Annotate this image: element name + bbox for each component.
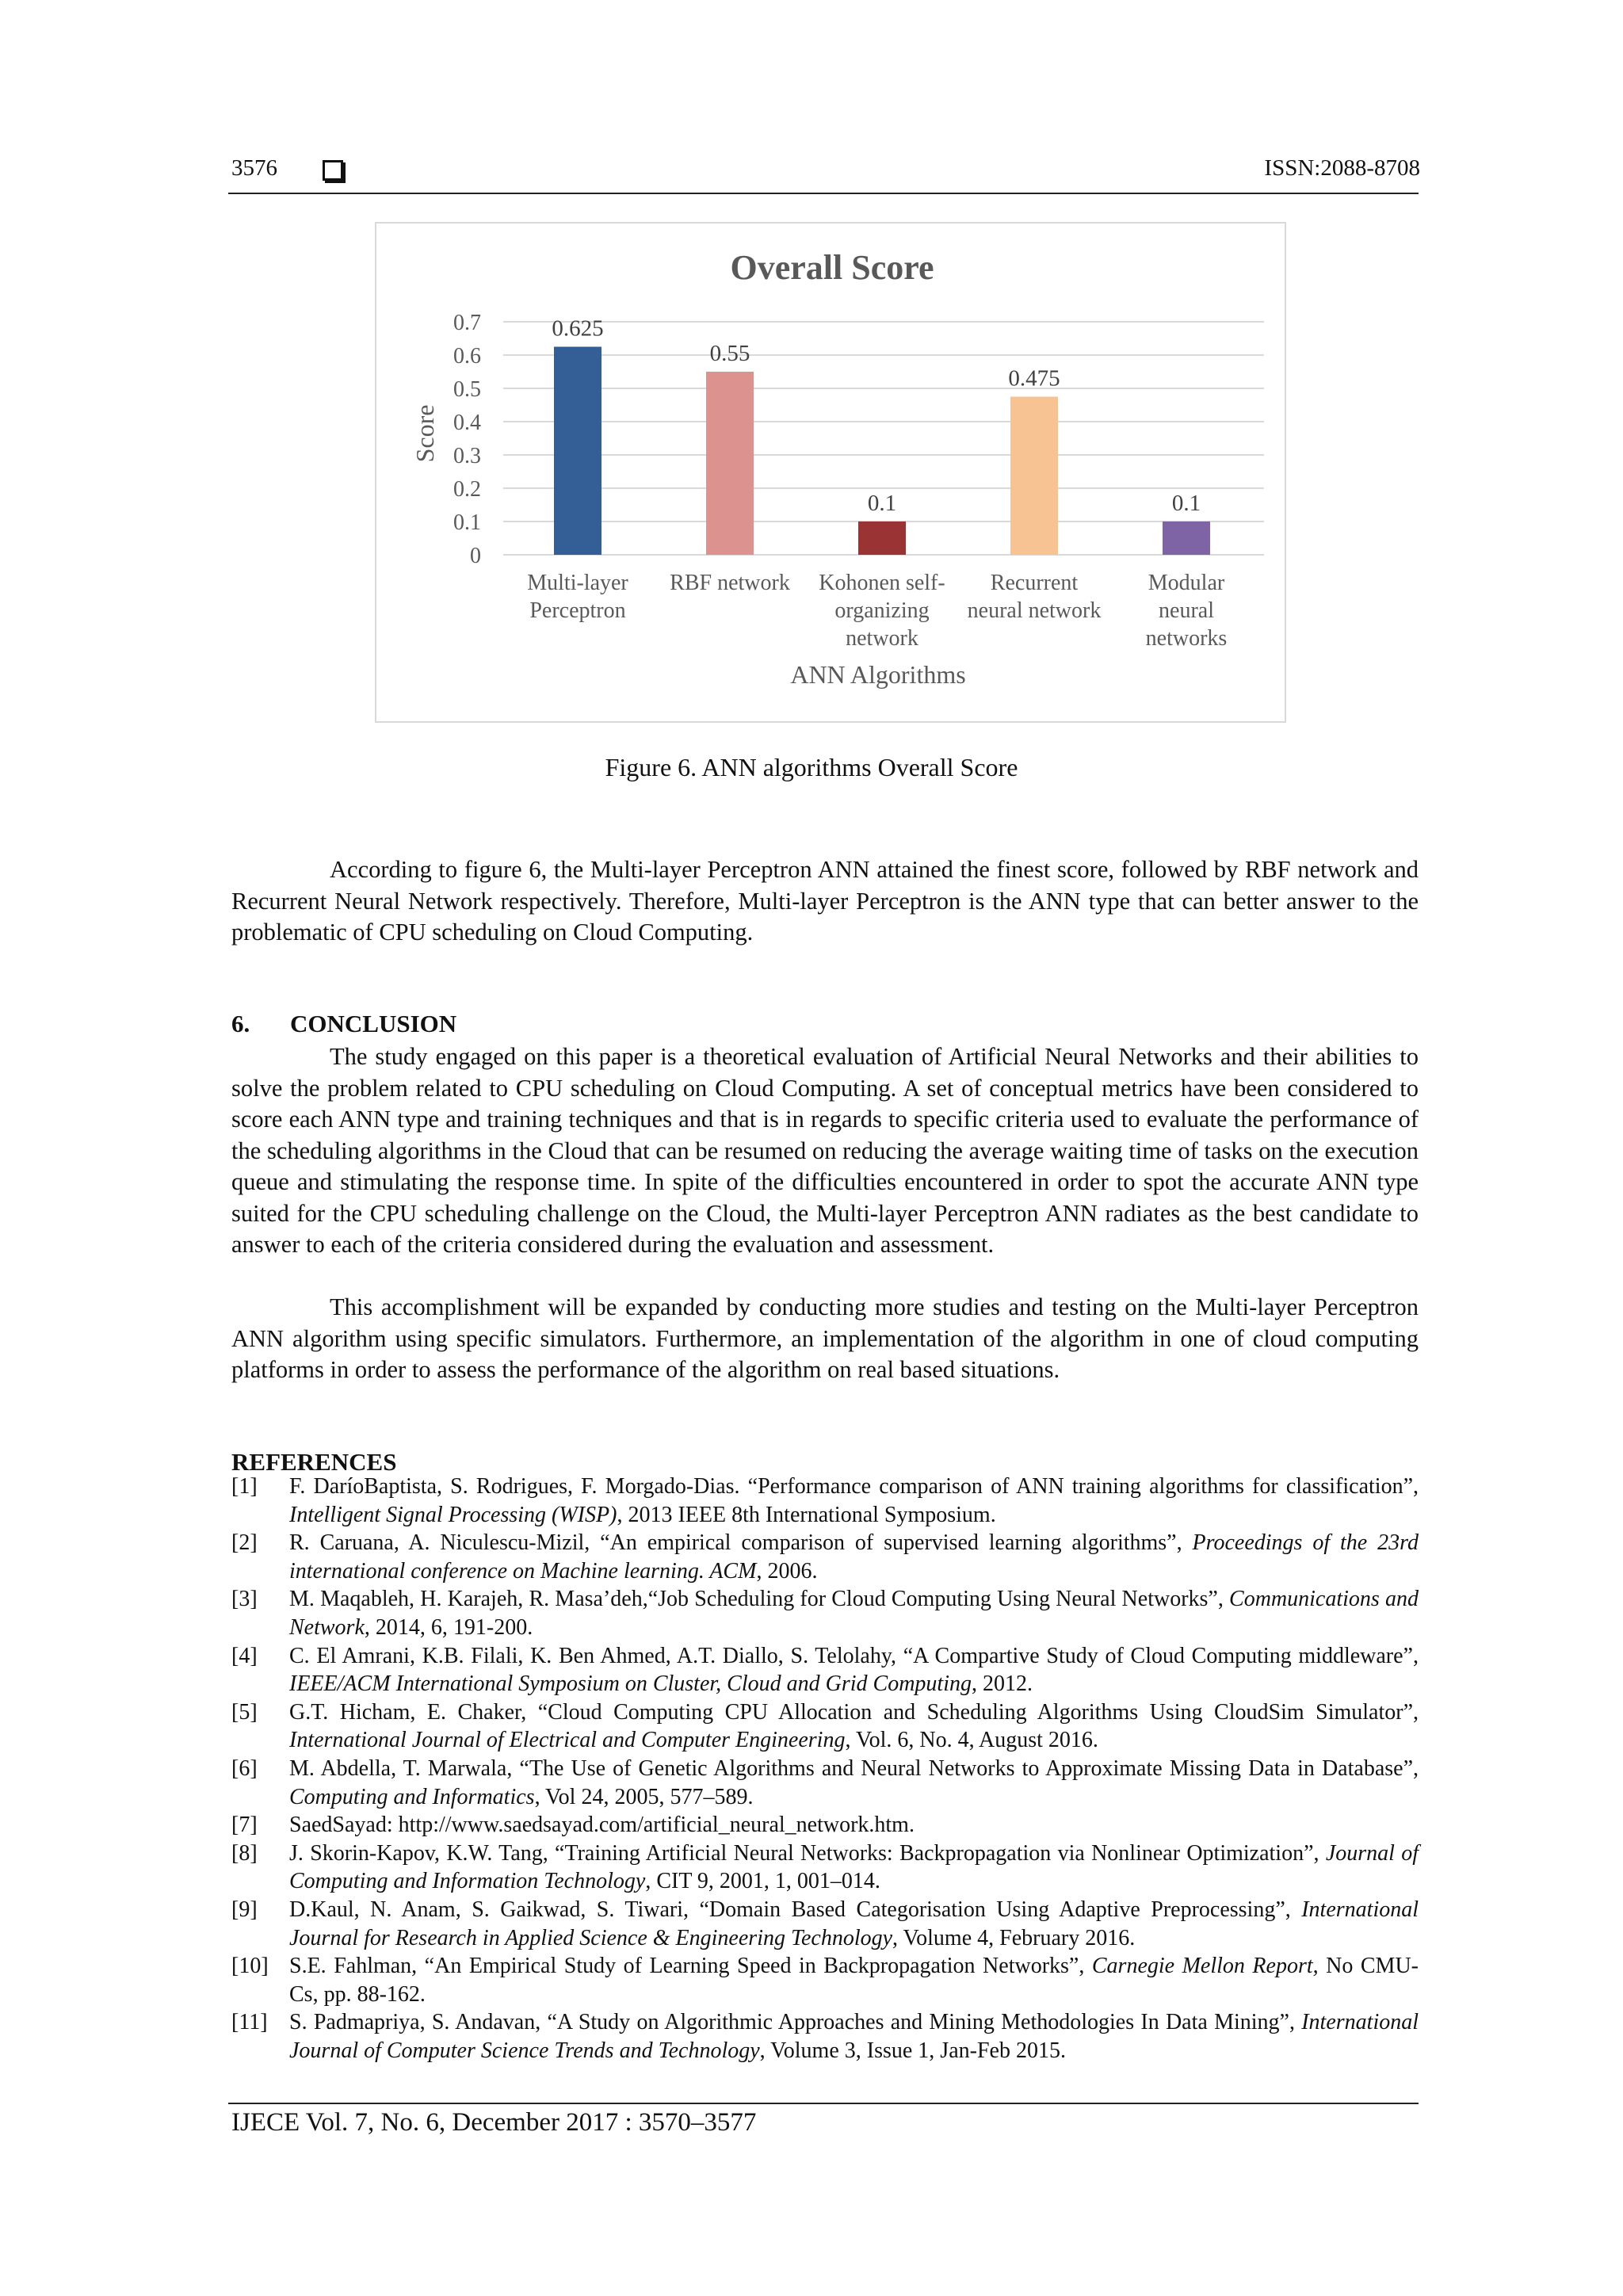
y-tick-label: 0.2	[453, 477, 481, 502]
reference-source: Carnegie Mellon Report,	[1091, 1954, 1319, 1979]
reference-item	[231, 2008, 1419, 2065]
reference-item	[231, 1896, 1419, 1952]
data-label: 0.625	[552, 315, 604, 342]
reference-source: International Journal of Electrical and Computer Engineering	[289, 1728, 846, 1753]
chart-canvas	[376, 223, 1288, 724]
reference-text: F. DaríoBaptista, S. Rodrigues, F. Morgado-Dias. “Performance comparison of ANN training algorithms for classification”,	[289, 1474, 1419, 1499]
data-label: 0.475	[1008, 365, 1060, 392]
data-label: 0.1	[1171, 491, 1201, 516]
reference-details: , Volume 4, February 2016.	[892, 1925, 1136, 1950]
bar	[706, 372, 754, 555]
y-tick-label: 0.1	[453, 510, 481, 535]
issn-label: ISSN:2088-8708	[1264, 155, 1420, 181]
header-rule	[228, 193, 1419, 194]
reference-number: [8]	[231, 1840, 258, 1866]
reference-number: [7]	[231, 1813, 258, 1838]
reference-number: [1]	[231, 1474, 258, 1499]
body-paragraph-3: This accomplishment will be expanded by conducting more studies and testing on the Multi-layer Perceptron ANN algorithm using specific simulators. Furthermore, an implementation of the algorithm in one of cloud computing platforms in order to assess the performance of the algorithm on real based situations.	[231, 1293, 1419, 1383]
x-tick-label: network	[846, 626, 918, 651]
reference-source: Computing and Informatics	[289, 1784, 535, 1809]
section-number: 6.	[231, 1010, 250, 1037]
checkbox-square-icon	[323, 160, 343, 181]
x-tick-label: organizing	[834, 598, 930, 623]
data-label: 0.1	[867, 491, 897, 516]
references-title: REFERENCES	[231, 1448, 397, 1476]
footer-rule	[228, 2103, 1419, 2104]
bar	[1010, 397, 1058, 556]
reference-text: S.E. Fahlman, “An Empirical Study of Learning Speed in Backpropagation Networks”,	[289, 1954, 1092, 1979]
reference-text: M. Abdella, T. Marwala, “The Use of Genetic Algorithms and Neural Networks to Approximate Missing Data in Database”,	[289, 1755, 1419, 1781]
x-tick-label: RBF network	[670, 571, 790, 595]
reference-item	[231, 1755, 1419, 1811]
reference-details: , 2013 IEEE 8th International Symposium.	[617, 1502, 996, 1527]
page-footer: IJECE Vol. 7, No. 6, December 2017 : 3570–3577	[231, 2108, 757, 2137]
body-paragraph-1: According to figure 6, the Multi-layer Perceptron ANN attained the finest score, followed by RBF network and Recurrent Neural Network respectively. Therefore, Multi-layer Perceptron is the ANN type that can better answer to the problematic of CPU scheduling on Cloud Computing.	[231, 856, 1419, 946]
section-title: CONCLUSION	[290, 1010, 457, 1037]
reference-details: , 2014, 6, 191-200.	[364, 1614, 533, 1640]
y-axis-label: Score	[411, 404, 439, 463]
y-tick-label: 0.7	[453, 311, 481, 335]
reference-details: , 2006.	[756, 1558, 818, 1584]
reference-number: [4]	[231, 1643, 258, 1668]
reference-number: [2]	[231, 1530, 258, 1556]
reference-number: [6]	[231, 1755, 258, 1781]
reference-item	[231, 1585, 1419, 1641]
reference-source: International Journal of Computer Science Trends and Technology	[289, 2010, 1419, 2063]
reference-details: , Vol 24, 2005, 577–589.	[534, 1784, 754, 1809]
reference-text: M. Maqableh, H. Karajeh, R. Masa’deh,“Job Scheduling for Cloud Computing Using Neural Networks”,	[289, 1587, 1230, 1612]
reference-details: , Vol. 6, No. 4, August 2016.	[845, 1728, 1098, 1753]
reference-number: [10]	[231, 1954, 269, 1979]
reference-item	[231, 1529, 1419, 1585]
figure-caption: Figure 6. ANN algorithms Overall Score	[605, 753, 1018, 781]
x-axis-label: ANN Algorithms	[790, 660, 966, 689]
reference-number: [5]	[231, 1699, 258, 1725]
reference-details: , 2012.	[972, 1671, 1033, 1697]
overall-score-chart	[375, 222, 1286, 723]
reference-source: Intelligent Signal Processing (WISP)	[289, 1502, 617, 1527]
bar	[858, 521, 906, 555]
section-heading	[231, 1010, 456, 1038]
x-tick-label: neural network	[967, 598, 1102, 623]
reference-text: S. Padmapriya, S. Andavan, “A Study on Algorithmic Approaches and Mining Methodologies In Data Mining”,	[289, 2010, 1302, 2035]
reference-item	[231, 1642, 1419, 1698]
page-header	[231, 155, 1420, 190]
y-tick-label: 0.4	[453, 411, 481, 435]
x-tick-label: Modular	[1148, 571, 1225, 595]
bar	[554, 347, 601, 556]
bar	[1163, 521, 1210, 555]
y-tick-label: 0.5	[453, 377, 481, 402]
reference-item	[231, 1473, 1419, 1529]
reference-source: Proceedings of the 23rd international conference on Machine learning. ACM	[289, 1530, 1419, 1584]
reference-number: [9]	[231, 1897, 258, 1922]
x-tick-label: Perceptron	[529, 598, 626, 623]
y-tick-label: 0.3	[453, 444, 481, 468]
reference-item	[231, 1698, 1419, 1755]
chart-title: Overall Score	[730, 248, 934, 287]
reference-details: , Volume 3, Issue 1, Jan-Feb 2015.	[759, 2038, 1066, 2063]
reference-item	[231, 1811, 1419, 1839]
references-list	[231, 1473, 1419, 2065]
reference-number: [3]	[231, 1587, 258, 1612]
x-tick-label: Recurrent	[990, 571, 1079, 595]
reference-text: J. Skorin-Kapov, K.W. Tang, “Training Artificial Neural Networks: Backpropagation via Nonlinear Optimization”,	[289, 1840, 1326, 1866]
reference-source: Communications and Network	[289, 1587, 1419, 1640]
reference-details: , CIT 9, 2001, 1, 001–014.	[645, 1869, 880, 1894]
x-tick-label: Kohonen self-	[819, 571, 945, 595]
data-label: 0.55	[709, 341, 750, 366]
reference-text: C. El Amrani, K.B. Filali, K. Ben Ahmed, A.T. Diallo, S. Telolahy, “A Compartive Study of Cloud Computing middleware”,	[289, 1643, 1419, 1668]
reference-text: R. Caruana, A. Niculescu-Mizil, “An empirical comparison of supervised learning algorithms”,	[289, 1530, 1193, 1556]
x-tick-label: neural	[1159, 598, 1214, 623]
body-paragraph-2: The study engaged on this paper is a theoretical evaluation of Artificial Neural Networks and their abilities to solve the problem related to CPU scheduling on Cloud Computing. A set of conceptual metrics have been considered to score each ANN type and training techniques and that is in regards to specific criteria used to evaluate the performance of the scheduling algorithms in the Cloud that can be resumed on reducing the average waiting time of tasks on the execution queue and stimulating the response time. In spite of the difficulties encountered in order to spot the accurate ANN type suited for the CPU scheduling challenge on the Cloud, the Multi-layer Perceptron ANN radiates as the best candidate to answer to each of the criteria considered during the evaluation and assessment.	[231, 1043, 1419, 1258]
reference-number: [11]	[231, 2010, 268, 2035]
reference-details: No CMU- Cs, pp. 88-162.	[289, 1954, 1419, 2007]
x-tick-label: networks	[1145, 626, 1228, 651]
y-tick-label: 0	[470, 544, 481, 568]
reference-source: International Journal for Research in Applied Science & Engineering Technology	[289, 1897, 1419, 1950]
reference-text: SaedSayad: http://www.saedsayad.com/artificial_neural_network.htm.	[289, 1813, 915, 1838]
reference-text: G.T. Hicham, E. Chaker, “Cloud Computing CPU Allocation and Scheduling Algorithms Using CloudSim Simulator”,	[289, 1699, 1419, 1725]
reference-text: D.Kaul, N. Anam, S. Gaikwad, S. Tiwari, “Domain Based Categorisation Using Adaptive Preprocessing”,	[289, 1897, 1302, 1922]
page-number: 3576	[231, 155, 277, 181]
reference-source: Journal of Computing and Information Technology	[289, 1840, 1419, 1894]
x-tick-label: Multi-layer	[527, 571, 628, 595]
y-tick-label: 0.6	[453, 344, 481, 369]
reference-item	[231, 1952, 1419, 2008]
reference-item	[231, 1839, 1419, 1896]
reference-source: IEEE/ACM International Symposium on Cluster, Cloud and Grid Computing	[289, 1671, 972, 1697]
